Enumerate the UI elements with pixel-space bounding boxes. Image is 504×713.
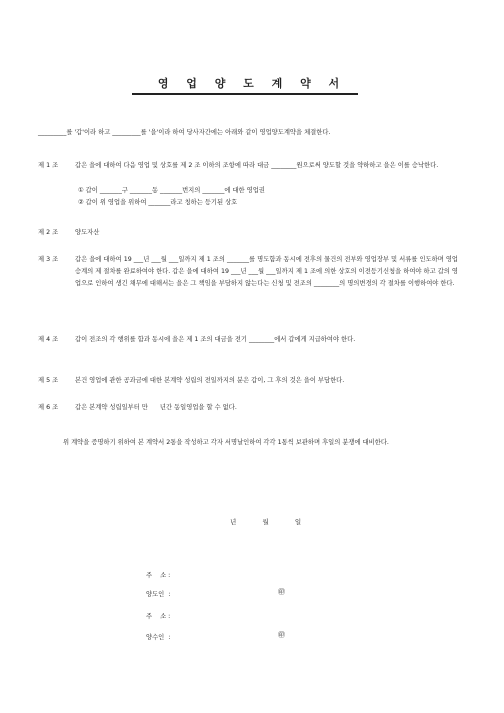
article-text: 본건 영업에 관한 공과금에 대한 본계약 성립의 전일까지의 분은 갑이, 그 후의 것은 을이 부담한다. bbox=[75, 377, 345, 384]
article-text: 갑은 을에 대하여 다음 영업 및 상호를 제 2 조 이하의 조항에 따라 대금 ________원으로써 양도할 것을 약하하고 을은 이를 승낙한다. bbox=[75, 162, 439, 169]
assignor-address-label: 주 소 : bbox=[146, 572, 171, 579]
date-day-label: 일 bbox=[294, 518, 302, 526]
article-text: 갑은 을에 대하여 19 ___년 ___월 ___일까지 제 1 조의 _______를 명도함과 동시에 전후의 물건의 전부와 영업장부 및 서류를 인도하며 영업승계의 제 절차를 완료하여야 한다. 갑은 을에 대하여 19 ___년 ___월 ___일까지 제 1 조에 의한 상호의 이전등기신청을 하여야 하고 갑의 영업으로 인하여 생긴 채무에 대해서는 을은 그 책임을 부담하지 않는다는 신청 및 전조의 ________의 명의변경의 각 절차를 이행하여야 한다. bbox=[75, 256, 458, 287]
article-label: 제 3 조 bbox=[38, 256, 59, 263]
article-label: 제 4 조 bbox=[38, 336, 59, 343]
article-label: 제 1 조 bbox=[38, 162, 59, 169]
article-1-item-2: ② 갑이 위 영업을 위하여 _______라고 칭하는 등기된 상호 bbox=[78, 199, 238, 206]
document-title: 영 업 양 도 계 약 서 bbox=[157, 77, 347, 90]
seal-icon: ㊞ bbox=[278, 588, 285, 596]
assignor-label: 양도인 : bbox=[146, 591, 171, 598]
article-text: 갑이 전조의 각 행위를 함과 동시에 을은 제 1 조의 대금을 전기 ________에서 갑에게 지급하여야 한다. bbox=[75, 336, 356, 343]
article-text: 양도자산 bbox=[75, 229, 100, 236]
assignee-address-label: 주 소 : bbox=[146, 613, 171, 620]
assignee-label: 양수인 : bbox=[146, 634, 171, 641]
date-year-label: 년 bbox=[230, 518, 237, 526]
title-underline bbox=[132, 93, 358, 95]
intro-paragraph: _________를 '갑'이라 하고 _________를 '을'이라 하여 당사자간에는 아래와 같이 영업양도계약을 체결한다. bbox=[38, 129, 331, 136]
article-label: 제 6 조 bbox=[38, 404, 59, 411]
closing-paragraph: 위 계약을 증명하기 위하여 본 계약서 2통을 작성하고 각자 서명날인하여 각각 1통씩 보관하며 후일의 분쟁에 대비한다. bbox=[63, 439, 389, 446]
article-1-item-1: ① 갑이 _______구 _______동 _______번지의 _______에 대한 영업권 bbox=[78, 187, 265, 194]
article-text: 갑은 본계약 성립일부터 만 년간 동일영업을 할 수 없다. bbox=[75, 404, 237, 411]
article-label: 제 2 조 bbox=[38, 229, 59, 236]
contract-date bbox=[230, 517, 301, 526]
date-month-label: 월 bbox=[262, 518, 269, 526]
article-label: 제 5 조 bbox=[38, 377, 59, 384]
seal-icon: ㊞ bbox=[278, 631, 285, 639]
